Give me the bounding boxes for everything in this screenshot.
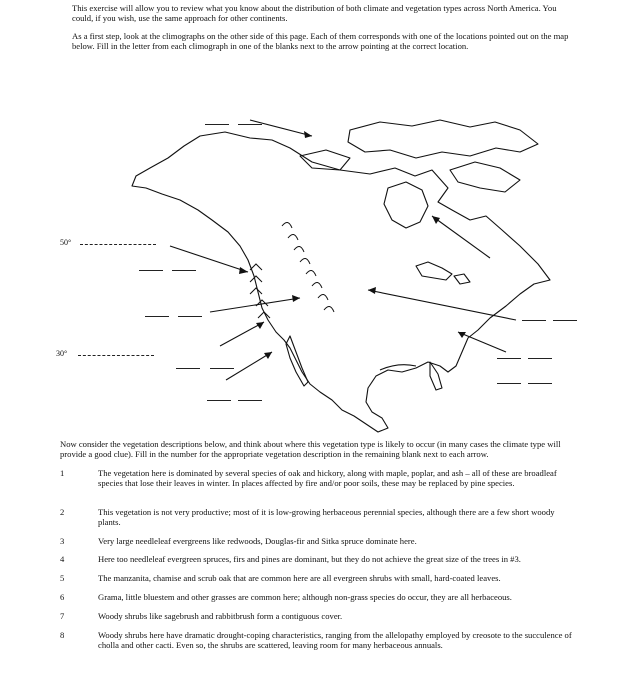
item-number: 3 (60, 536, 65, 546)
arctic-islands (348, 120, 538, 158)
answer-blank[interactable] (528, 358, 552, 359)
item-number: 5 (60, 573, 65, 583)
answer-blank[interactable] (238, 400, 262, 401)
continent-outline (132, 132, 550, 432)
vegetation-item-3 (60, 536, 585, 548)
item-text: Very large needleleaf evergreens like redwoods, Douglas-fir and Sitka spruce dominate here. (98, 536, 417, 546)
latitude-50-dash (80, 244, 156, 245)
item-number: 8 (60, 630, 65, 640)
item-text: The vegetation here is dominated by several species of oak and hickory, along with maple, poplar, and ash – all of these are broadleaf species that lose their leaves in winter. In places affected by fire and/or poor soils, these may be replaced by pine species. (98, 468, 557, 488)
item-number: 7 (60, 611, 65, 621)
great-lakes (416, 262, 452, 280)
vegetation-item-4 (60, 554, 585, 566)
item-text: Here too needleleaf evergreen spruces, firs and pines are dominant, but they do not achieve the great size of the trees in #3. (98, 554, 521, 564)
item-text: Woody shrubs here have dramatic drought-coping characteristics, ranging from the allelopathy employed by creosote to the succulence of cholla and other cacti. Even so, the shrubs are scattered, leaving room for many herbaceous annuals. (98, 630, 572, 650)
item-text: This vegetation is not very productive; most of it is low-growing herbaceous perennial species, although there are a few short woody plants. (98, 507, 555, 527)
answer-blank[interactable] (178, 316, 202, 317)
answer-blank[interactable] (497, 383, 521, 384)
latitude-50-label: 50° (60, 238, 72, 247)
item-number: 6 (60, 592, 65, 602)
vegetation-instructions: Now consider the vegetation descriptions below, and think about where this vegetation type is likely to occur (in many cases the climate type will provide a good clue). Fill in the number for the appropriate vegetation description in the remaining blank next to each arrow. (60, 439, 561, 459)
answer-blank[interactable] (145, 316, 169, 317)
intro-paragraph-2: As a first step, look at the climographs on the other side of this page. Each of them corresponds with one of the locations pointed out on the map below. Fill in the letter from each climograph in one of the blanks next to the arrow pointing at the correct location. (72, 31, 569, 51)
hudson-bay (384, 182, 428, 228)
arrow-heads (239, 131, 466, 359)
answer-blank[interactable] (176, 368, 200, 369)
answer-blank[interactable] (528, 383, 552, 384)
answer-blank[interactable] (210, 368, 234, 369)
answer-blank[interactable] (207, 400, 231, 401)
item-number: 4 (60, 554, 65, 564)
answer-blank[interactable] (522, 320, 546, 321)
answer-blank[interactable] (139, 270, 163, 271)
answer-blank[interactable] (172, 270, 196, 271)
answer-blank[interactable] (553, 320, 577, 321)
north-america-map (50, 70, 610, 435)
item-text: Grama, little bluestem and other grasses are common here; although non-grass species do occur, they are all herbaceous. (98, 592, 512, 602)
vegetation-item-7 (60, 611, 585, 623)
vegetation-item-6 (60, 592, 585, 604)
item-text: Woody shrubs like sagebrush and rabbitbrush form a contiguous cover. (98, 611, 343, 621)
latitude-30-dash (78, 355, 154, 356)
vegetation-item-1 (60, 468, 585, 502)
item-number: 2 (60, 507, 65, 517)
answer-blank[interactable] (205, 124, 229, 125)
intro-paragraph-1: This exercise will allow you to review what you know about the distribution of both climate and vegetation types across North America. You could, if you wish, use the same approach for other continents. (72, 3, 557, 23)
vegetation-item-8 (60, 630, 585, 652)
answer-blank[interactable] (238, 124, 262, 125)
latitude-30-label: 30° (56, 349, 68, 358)
item-number: 1 (60, 468, 65, 478)
vegetation-item-2 (60, 507, 585, 529)
pointer-arrows (170, 120, 516, 380)
vegetation-item-5 (60, 573, 585, 585)
answer-blank[interactable] (497, 358, 521, 359)
item-text: The manzanita, chamise and scrub oak that are common here are all evergreen shrubs with small, hard-coated leaves. (98, 573, 501, 583)
